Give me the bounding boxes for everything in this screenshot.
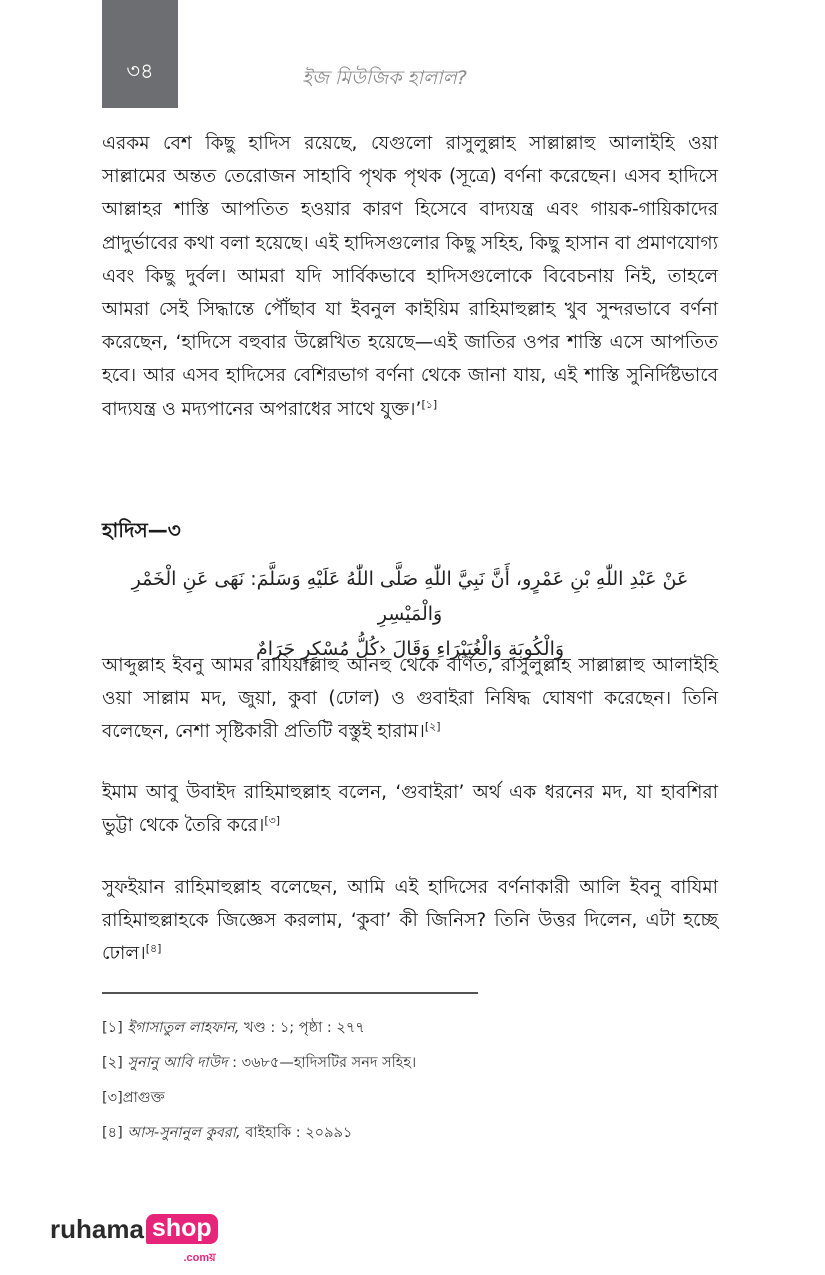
ruhama-shop-logo — [50, 1214, 218, 1264]
footnote-1 — [102, 1018, 722, 1053]
footnote-num: [৪] — [102, 1125, 123, 1141]
footnote-detail: বাইহাকি : ২০৯৯১ — [240, 1125, 353, 1141]
logo-shop-badge — [146, 1214, 218, 1264]
arabic-line-1: عَنْ عَبْدِ اللّٰهِ بْنِ عَمْرٍو، أَنَّ نَبِيَّ اللّٰهِ صَلَّى اللّٰهُ عَلَيْهِ وَسَلَّمَ: نَهَى عَنِ الْخَمْرِ وَالْمَيْسِرِ — [131, 568, 689, 625]
page-number-tab — [102, 0, 178, 108]
footnote-divider — [102, 992, 478, 994]
arabic-line-2: وَالْكُوبَةِ وَالْغُبَيْرَاءِ وَقَالَ ‹كُلُّ مُسْكِرٍ حَرَامٌ — [255, 638, 565, 660]
footnote-num: [১] — [102, 1020, 123, 1036]
footnote-detail: খণ্ড : ১; পৃষ্ঠা : ২৭৭ — [239, 1020, 365, 1036]
footnote-ref-2[interactable]: [২] — [424, 720, 441, 734]
footnote-ref-3[interactable]: [৩] — [264, 814, 281, 828]
page-number: ৩৪ — [126, 59, 154, 83]
footnote-3 — [102, 1088, 722, 1123]
paragraph-1-text: এরকম বেশ কিছু হাদিস রয়েছে, যেগুলো রাসুলুল্লাহ সাল্লাল্লাহু আলাইহি ওয়া সাল্লামের অন্তত তেরোজন সাহাবি পৃথক পৃথক (সূত্রে) বর্ণনা করেছেন। এসব হাদিসে আল্লাহর শাস্তি আপতিত হওয়ার কারণ হিসেবে বাদ্যযন্ত্র এবং গায়ক-গায়িকাদের প্রাদুর্ভাবের কথা বলা হয়েছে। এই হাদিসগুলোর কিছু সহিহ, কিছু হাসান বা প্রমাণযোগ্য এবং কিছু দুর্বল। আমরা যদি সার্বিকভাবে হাদিসগুলোকে বিবেচনায় নিই, তাহলে আমরা সেই সিদ্ধান্তে পৌঁছাব যা ইবনুল কাইয়িম রাহিমাহুল্লাহ খুব সুন্দরভাবে বর্ণনা করেছেন, ‘হাদিসে বহুবার উল্লেখিত হয়েছে—এই জাতির ওপর শাস্তি এসে আপতিত হবে। আর এসব হাদিসের বেশিরভাগ বর্ণনা থেকে জানা যায়, এই শাস্তি সুনির্দিষ্টভাবে বাদ্যযন্ত্র ও মদ্যপানের অপরাধের সাথে যুক্ত।’ — [102, 133, 718, 420]
footnote-detail: প্রাগুক্ত — [122, 1090, 165, 1106]
footnote-ref-1[interactable]: [১] — [421, 397, 438, 411]
footnote-num: [২] — [102, 1055, 123, 1071]
footnote-detail: : ৩৬৮৫—হাদিসটির সনদ সহিহ। — [227, 1055, 417, 1071]
footnote-ref-4[interactable]: [৪] — [145, 942, 162, 956]
paragraph-2-text: আব্দুল্লাহ ইবনু আমর রাযিয়াল্লাহু আনহু থেকে বর্ণিত, রাসুলুল্লাহ সাল্লাল্লাহু আলাইহি ওয়া সাল্লাম মদ, জুয়া, কুবা (ঢোল) ও গুবাইরা নিষিদ্ধ ঘোষণা করেছেন। তিনি বলেছেন, নেশা সৃষ্টিকারী প্রতিটি বস্তুই হারাম। — [102, 655, 718, 743]
logo-shop-text: shop — [151, 1214, 212, 1242]
footnote-source: সুনানু আবি দাউদ — [127, 1055, 228, 1071]
footnote-source: ইগাসাতুল লাহফান, — [127, 1020, 240, 1036]
logo-brand-text: ruhama — [50, 1214, 144, 1244]
footnote-2 — [102, 1053, 722, 1088]
section-heading: হাদিস—৩ — [102, 518, 181, 542]
paragraph-1 — [102, 127, 718, 426]
footnotes — [102, 1018, 722, 1158]
paragraph-3 — [102, 776, 718, 842]
footnote-num: [৩] — [102, 1090, 123, 1106]
paragraph-4-text: সুফইয়ান রাহিমাহুল্লাহ বলেছেন, আমি এই হাদিসের বর্ণনাকারী আলি ইবনু বাযিমা রাহিমাহুল্লাহকে জিজ্ঞেস করলাম, ‘কুবা’ কী জিনিস? তিনি উত্তর দিলেন, এটা হচ্ছে ঢোল। — [102, 877, 718, 965]
paragraph-4 — [102, 871, 718, 971]
running-title: ইজ মিউজিক হালাল? — [302, 67, 467, 89]
logo-domain-text: .comয় — [183, 1252, 216, 1264]
paragraph-3-text: ইমাম আবু উবাইদ রাহিমাহুল্লাহ বলেন, ‘গুবাইরা’ অর্থ এক ধরনের মদ, যা হাবশিরা ভুট্টা থেকে তৈরি করে। — [102, 782, 718, 837]
footnote-4 — [102, 1123, 722, 1158]
paragraph-2 — [102, 649, 718, 749]
footnote-source: আস-সুনানুল কুবরা, — [127, 1125, 241, 1141]
